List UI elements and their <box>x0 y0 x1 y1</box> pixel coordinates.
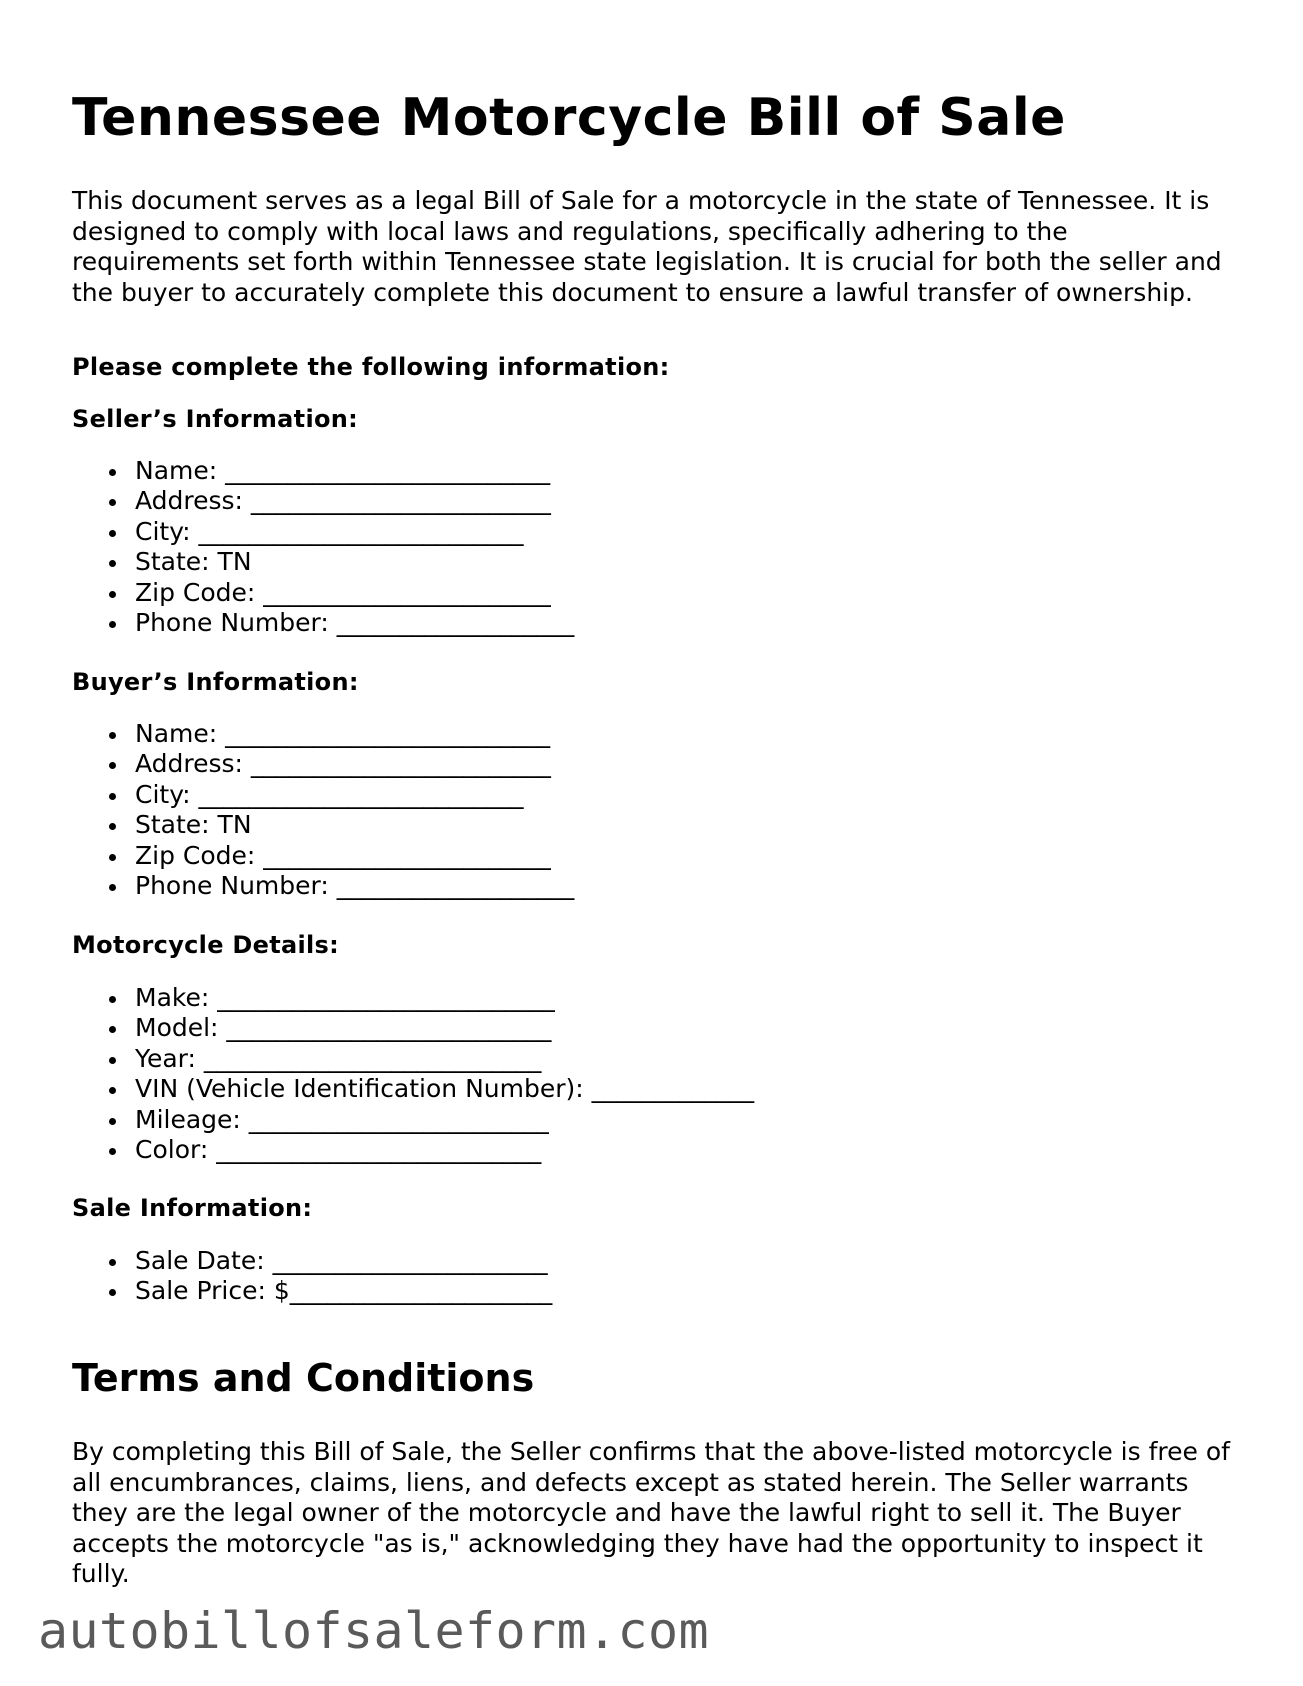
buyer-city-field[interactable]: City: __________________________ <box>135 780 574 810</box>
motorcycle-model-field[interactable]: Model: __________________________ <box>135 1013 754 1043</box>
buyer-name-field[interactable]: Name: __________________________ <box>135 719 574 749</box>
motorcycle-vin-field[interactable]: VIN (Vehicle Identification Number): _____________ <box>135 1074 755 1104</box>
buyer-section-heading: Buyer’s Information: <box>72 668 359 696</box>
terms-heading: Terms and Conditions <box>72 1356 535 1400</box>
buyer-address-field[interactable]: Address: ________________________ <box>135 749 574 779</box>
seller-state-field: State: TN <box>135 547 574 577</box>
buyer-zip-field[interactable]: Zip Code: _______________________ <box>135 841 574 871</box>
motorcycle-color-field[interactable]: Color: __________________________ <box>135 1135 754 1165</box>
terms-paragraph: By completing this Bill of Sale, the Seller confirms that the above-listed motorcycle is free of all encumbrances, claims, liens, and defects except as stated herein. The Seller warrants they are the legal owner of the motorcycle and have the lawful right to sell it. The Buyer accepts the motorcycle "as is," acknowledging they have had the opportunity to inspect it fully. <box>72 1437 1230 1588</box>
buyer-field-list <box>72 719 574 901</box>
seller-zip-field[interactable]: Zip Code: _______________________ <box>135 578 574 608</box>
motorcycle-mileage-field[interactable]: Mileage: ________________________ <box>135 1105 754 1135</box>
motorcycle-field-list <box>72 983 754 1165</box>
motorcycle-make-field[interactable]: Make: ___________________________ <box>135 983 754 1013</box>
buyer-phone-field[interactable]: Phone Number: ___________________ <box>135 871 575 901</box>
motorcycle-section-heading: Motorcycle Details: <box>72 931 340 959</box>
sale-date-field[interactable]: Sale Date: ______________________ <box>135 1246 552 1276</box>
site-watermark: autobillofsaleform.com <box>38 1602 710 1660</box>
seller-name-field[interactable]: Name: __________________________ <box>135 456 574 486</box>
buyer-state-field: State: TN <box>135 810 574 840</box>
seller-section-heading: Seller’s Information: <box>72 405 359 433</box>
sale-field-list <box>72 1246 552 1307</box>
seller-phone-field[interactable]: Phone Number: ___________________ <box>135 608 575 638</box>
seller-address-field[interactable]: Address: ________________________ <box>135 486 574 516</box>
intro-paragraph: This document serves as a legal Bill of Sale for a motorcycle in the state of Tennessee. It is designed to comply with local laws and regulations, specifically adhering to the requirements set forth within Tennessee state legislation. It is crucial for both the seller and the buyer to accurately complete this document to ensure a lawful transfer of ownership. <box>72 186 1222 307</box>
document-title: Tennessee Motorcycle Bill of Sale <box>72 88 1066 148</box>
sale-price-field[interactable]: Sale Price: $_____________________ <box>135 1276 553 1306</box>
motorcycle-year-field[interactable]: Year: ___________________________ <box>135 1044 754 1074</box>
seller-city-field[interactable]: City: __________________________ <box>135 517 574 547</box>
seller-field-list <box>72 456 574 638</box>
sale-section-heading: Sale Information: <box>72 1194 313 1222</box>
instruction-heading: Please complete the following information: <box>72 353 670 381</box>
